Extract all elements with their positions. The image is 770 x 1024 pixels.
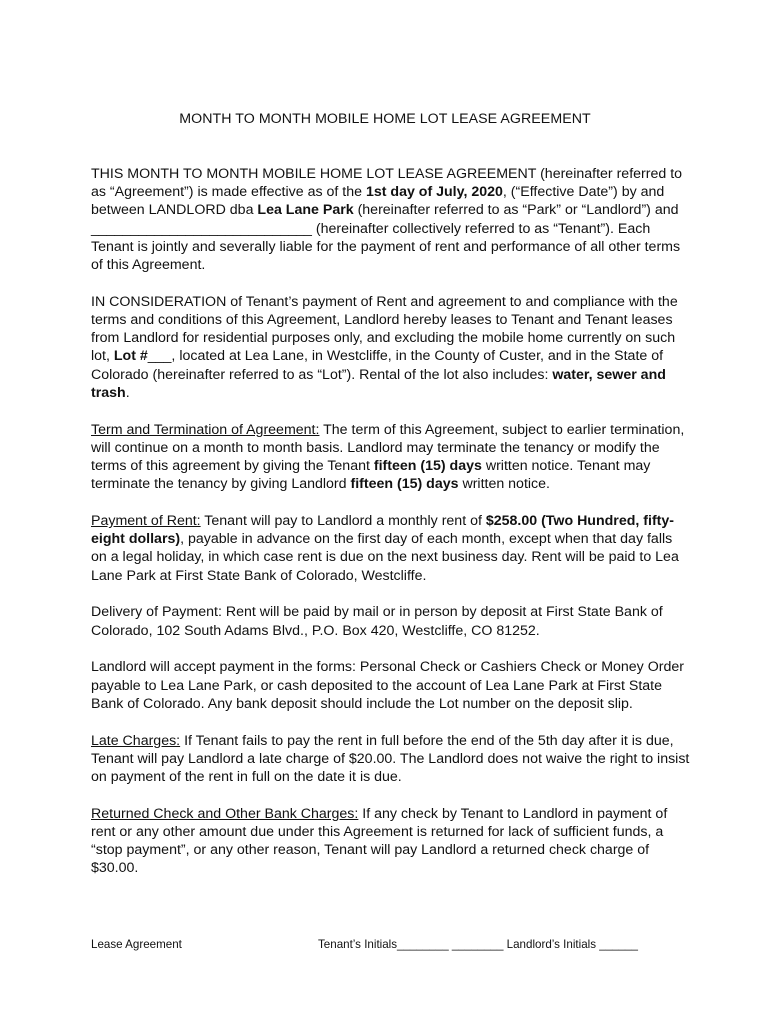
returned-check-paragraph xyxy=(91,805,691,878)
payment-of-rent-paragraph xyxy=(91,512,691,585)
text: . xyxy=(125,384,130,401)
section-heading: Late Charges: xyxy=(91,732,181,749)
footer-doc-name: Lease Agreement xyxy=(91,938,182,951)
rent-amount: $258.00 (Two Hundred, fifty-eight dollars) xyxy=(91,513,675,548)
payment-forms-paragraph: Landlord will accept payment in the forms: Personal Check or Cashiers Check or Money Order payable to Lea Lane Park, or cash deposited to the account of Lea Lane Park at First State Bank of Colorado. Any bank deposit should include the Lot number on the deposit slip. xyxy=(91,659,684,712)
late-charges-paragraph xyxy=(91,732,691,787)
consideration-paragraph xyxy=(91,293,691,402)
text: The term of this Agreement, subject to earlier termination, will continue on a month to month basis. Landlord may terminate the tenancy or modify the terms of this agreement by giving the Tenant xyxy=(91,421,685,475)
section-heading: Payment of Rent: xyxy=(91,513,201,530)
agreement-body xyxy=(91,165,691,896)
text: written notice. xyxy=(458,476,550,493)
text: ___, located at Lea Lane, in Westcliffe, in the County of Custer, and in the State of Colorado (hereinafter referred to as “Lot”). Rental of the lot also includes: xyxy=(91,348,664,383)
text: , (“Effective Date”) by and between LANDLORD dba xyxy=(91,184,665,219)
page-title: MONTH TO MONTH MOBILE HOME LOT LEASE AGREEMENT xyxy=(179,111,591,127)
text: Tenant will pay to Landlord a monthly rent of xyxy=(200,513,486,530)
delivery-of-payment-paragraph: Delivery of Payment: Rent will be paid by mail or in person by deposit at First State Bank of Colorado, 102 South Adams Blvd., P.O. Box 420, Westcliffe, CO 81252. xyxy=(91,604,663,639)
text: IN CONSIDERATION of Tenant’s payment of Rent and agreement to and compliance with the terms and conditions of this Agreement, Landlord hereby leases to Tenant and Tenant leases from Landlord for residential purposes only, and excluding the mobile home currently on such lot, xyxy=(91,293,678,365)
text: If Tenant fails to pay the rent in full before the end of the 5th day after it is due, Tenant will pay Landlord a late charge of $20.00. The Landlord does not waive the right to insist on payment of the rent in full on the date it is due. xyxy=(91,732,690,786)
effective-date: 1st day of July, 2020 xyxy=(365,184,503,201)
park-name: Lea Lane Park xyxy=(257,202,354,219)
text: THIS MONTH TO MONTH MOBILE HOME LOT LEASE AGREEMENT (hereinafter referred to as “Agreement”) is made effective as of the xyxy=(91,166,683,201)
lot-label: Lot # xyxy=(113,348,148,365)
section-heading: Term and Termination of Agreement: xyxy=(91,421,320,438)
included-utilities: water, sewer and trash xyxy=(91,366,666,401)
text: (hereinafter referred to as “Park” or “Landlord”) and ____________________________ (hereinafter collectively referred to as “Tenant”). Each Tenant is jointly and severally liable for the payment of rent and performance of all other terms of this Agreement. xyxy=(91,202,681,274)
text: written notice. Tenant may terminate the tenancy by giving Landlord xyxy=(91,458,651,493)
term-paragraph xyxy=(91,421,691,494)
notice-period: fifteen (15) days xyxy=(373,458,482,475)
footer-initials: Tenant’s Initials________ ________ Landlord’s Initials ______ xyxy=(318,938,638,951)
intro-paragraph xyxy=(91,165,691,274)
text: If any check by Tenant to Landlord in payment of rent or any other amount due under this Agreement is returned for lack of sufficient funds, a “stop payment”, or any other reason, Tenant will pay Landlord a returned check charge of $30.00. xyxy=(91,805,668,877)
text: , payable in advance on the first day of each month, except when that day falls on a legal holiday, in which case rent is due on the next business day. Rent will be paid to Lea Lane Park at First State Bank of Colorado, Westcliffe. xyxy=(91,531,679,584)
section-heading: Returned Check and Other Bank Charges: xyxy=(91,805,359,822)
notice-period: fifteen (15) days xyxy=(350,476,459,493)
